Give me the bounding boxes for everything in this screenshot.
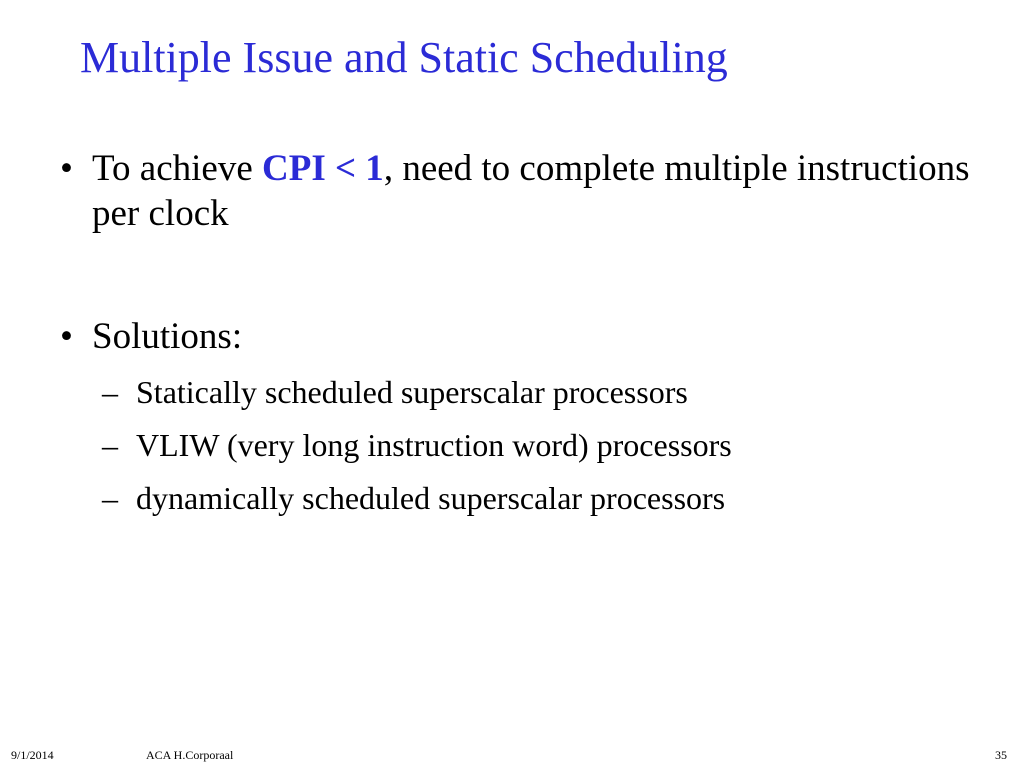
cpi-emphasis: CPI < 1 xyxy=(262,148,384,189)
bullet-marker: • xyxy=(60,148,73,189)
sub-item-text: Statically scheduled superscalar processors xyxy=(136,374,688,410)
sub-item-marker: – xyxy=(102,480,118,516)
sub-item-text: VLIW (very long instruction word) processors xyxy=(136,427,732,463)
sub-item-marker: – xyxy=(102,427,118,463)
page-number: 35 xyxy=(995,748,1007,762)
sub-item-marker: – xyxy=(102,374,118,410)
bullet-text-start: To achieve xyxy=(92,148,262,189)
bullet-text: Solutions: xyxy=(92,316,243,357)
slide-title: Multiple Issue and Static Scheduling xyxy=(80,33,728,82)
bullet-text-end: , need to complete multiple instructions per clock xyxy=(92,148,970,234)
footer-author: ACA H.Corporaal xyxy=(146,748,234,762)
sub-item-text: dynamically scheduled superscalar processors xyxy=(136,480,726,516)
bullet-marker: • xyxy=(60,316,73,357)
footer-date: 9/1/2014 xyxy=(11,748,54,762)
bullet-text xyxy=(92,146,992,236)
